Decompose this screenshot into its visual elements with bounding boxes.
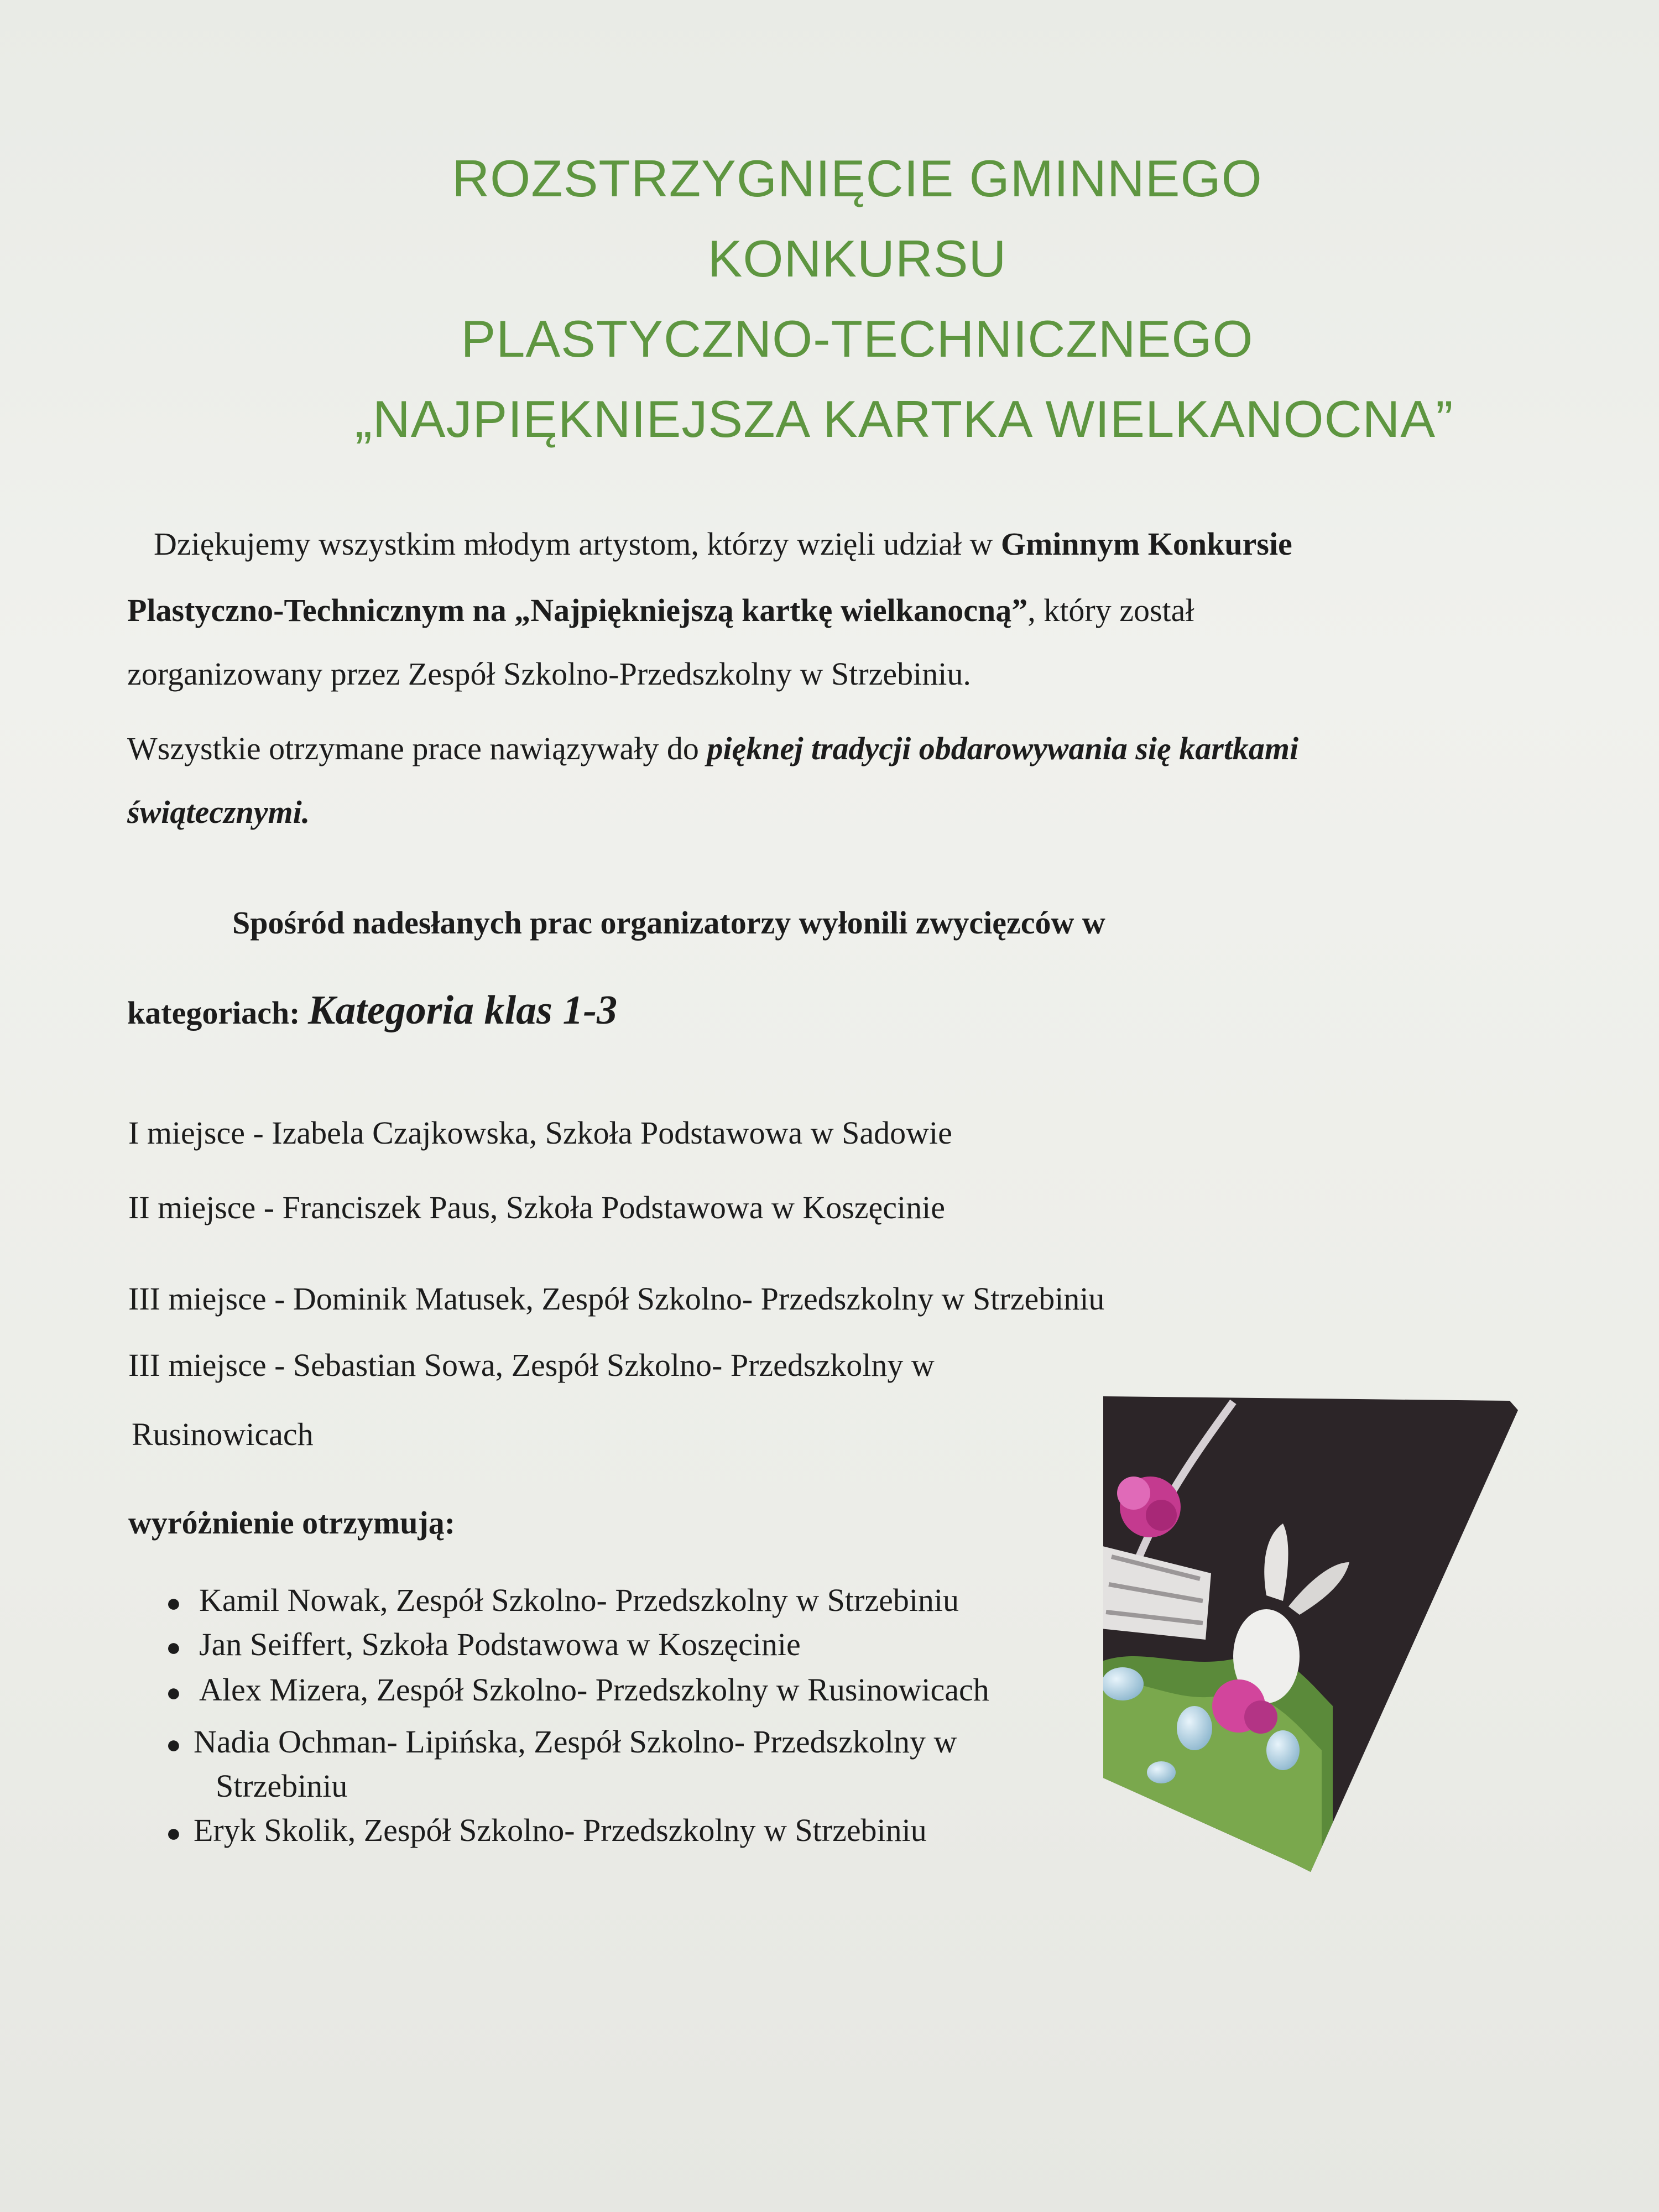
bullet-icon: ●	[166, 1819, 181, 1847]
contest-name-cont: Plastyczno-Technicznym na „Najpiękniejszą kartkę wielkanocną”	[127, 592, 1028, 628]
title-line-2: KONKURSU	[707, 229, 1007, 288]
intro-line-4	[127, 730, 1298, 767]
selection-line	[232, 904, 1105, 941]
title-line-4: „NAJPIĘKNIEJSZA KARTKA WIELKANOCNA”	[354, 390, 1454, 448]
place-3b-cont: Rusinowicach	[132, 1416, 314, 1452]
tradition-emphasis-cont: świątecznymi.	[127, 794, 310, 830]
organizer-text: zorganizowany przez Zespół Szkolno-Przedszkolny w Strzebiniu.	[127, 656, 971, 692]
category-line	[127, 987, 617, 1034]
place-3a: III miejsce - Dominik Matusek, Zespół Szkolno- Przedszkolny w Strzebiniu	[128, 1281, 1105, 1317]
honor-item-cont: Strzebiniu	[216, 1768, 348, 1804]
honor-item: Jan Seiffert, Szkoła Podstawowa w Koszęcinie	[199, 1626, 801, 1662]
intro-line-5	[127, 794, 310, 831]
selection-text: Spośród nadesłanych prac organizatorzy wyłonili zwycięzców w	[232, 905, 1105, 941]
intro-line-3	[127, 655, 971, 692]
title-line-3: PLASTYCZNO-TECHNICZNEGO	[461, 310, 1254, 368]
intro-text-2: , który został	[1027, 592, 1194, 628]
intro-line-1	[154, 525, 1292, 562]
bullet-icon: ●	[166, 1633, 181, 1661]
bullet-icon: ●	[166, 1678, 181, 1707]
bullet-icon: ●	[166, 1589, 181, 1617]
category-label: kategoriach:	[127, 995, 308, 1031]
bullet-icon: ●	[166, 1730, 181, 1759]
intro-text: Dziękujemy wszystkim młodym artystom, którzy wzięli udział w	[154, 526, 1001, 562]
place-2: II miejsce - Franciszek Paus, Szkoła Podstawowa w Koszęcinie	[128, 1190, 945, 1225]
honor-item: Kamil Nowak, Zespół Szkolno- Przedszkolny w Strzebiniu	[199, 1582, 959, 1618]
contest-name: Gminnym Konkursie	[1000, 526, 1292, 562]
honor-item: Eryk Skolik, Zespół Szkolno- Przedszkolny w Strzebiniu	[194, 1812, 927, 1848]
honor-item: Alex Mizera, Zespół Szkolno- Przedszkolny w Rusinowicach	[199, 1672, 989, 1708]
place-3b: III miejsce - Sebastian Sowa, Zespół Szkolno- Przedszkolny w	[128, 1347, 935, 1383]
honors-heading: wyróżnienie otrzymują:	[128, 1505, 456, 1541]
category-name: Kategoria klas 1-3	[308, 988, 618, 1033]
title-line-1: ROZSTRZYGNIĘCIE GMINNEGO	[452, 149, 1262, 207]
honor-item: Nadia Ochman- Lipińska, Zespół Szkolno- Przedszkolny w	[194, 1724, 957, 1760]
easter-basket-bunny-photo	[1100, 1396, 1521, 1883]
tradition-emphasis: pięknej tradycji obdarowywania się kartkami	[707, 731, 1299, 766]
place-1: I miejsce - Izabela Czajkowska, Szkoła Podstawowa w Sadowie	[128, 1115, 952, 1151]
intro-line-2	[127, 592, 1194, 629]
tradition-text: Wszystkie otrzymane prace nawiązywały do	[127, 731, 707, 766]
document-title	[221, 138, 1493, 459]
